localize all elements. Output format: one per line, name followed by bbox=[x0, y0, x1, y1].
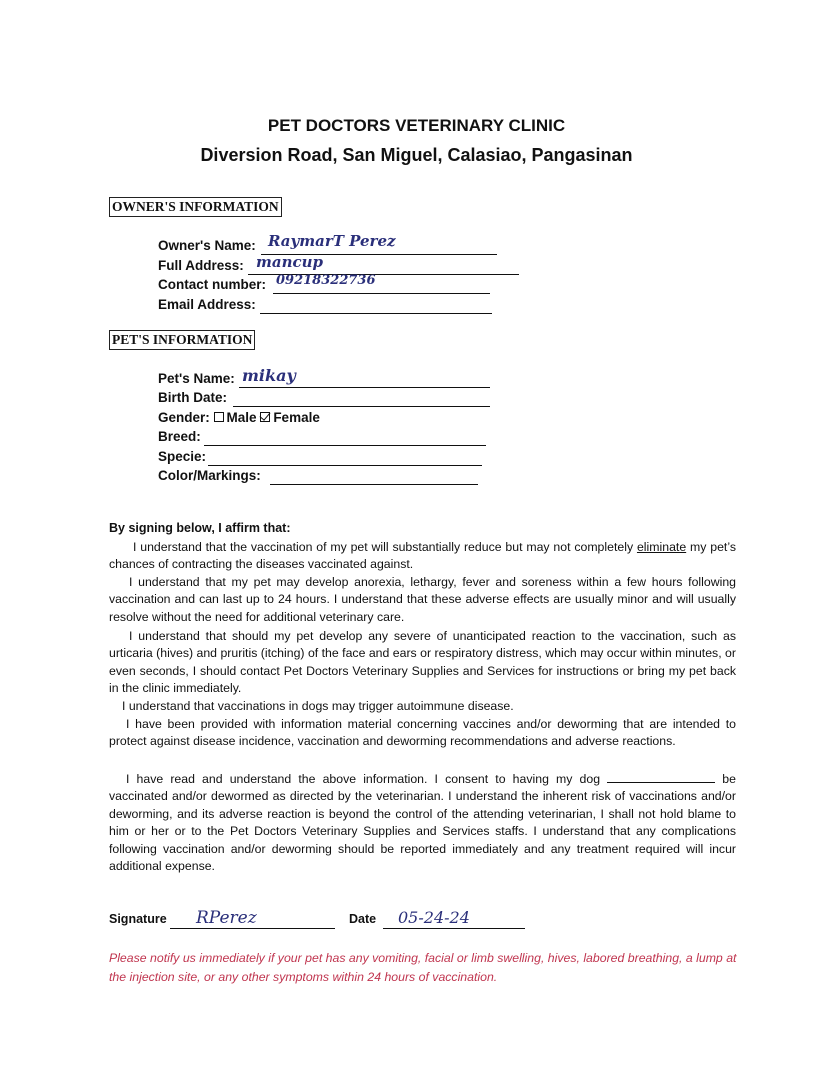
signature-value: RPerez bbox=[196, 908, 257, 928]
pet-name-line bbox=[239, 386, 490, 388]
gender-male-label: Male bbox=[226, 410, 257, 425]
dog-name-blank bbox=[607, 771, 715, 783]
pet-breed-line bbox=[204, 444, 486, 446]
owner-address-value: mancup bbox=[256, 253, 324, 271]
pet-birthdate-line bbox=[233, 405, 490, 407]
clinic-name: PET DOCTORS VETERINARY CLINIC bbox=[267, 116, 566, 135]
gender-female-checkbox[interactable] bbox=[260, 412, 270, 422]
signature-label: Signature bbox=[109, 912, 167, 926]
pet-gender-label: Gender: bbox=[158, 410, 210, 425]
gender-female-label: Female bbox=[273, 410, 320, 425]
owner-contact-value: 09218322736 bbox=[276, 273, 376, 288]
date-label: Date bbox=[349, 912, 377, 926]
owner-section-title: OWNER'S INFORMATION bbox=[109, 197, 282, 217]
p1-lead: I understand that the vaccination of my pet will substantially reduce but may not completely bbox=[133, 540, 637, 554]
owner-name-label: Owner's Name: bbox=[158, 238, 256, 253]
pet-color-line bbox=[270, 483, 478, 485]
affirmation-paragraph-1 bbox=[109, 539, 736, 574]
affirmation-heading: By signing below, I affirm that: bbox=[109, 521, 291, 535]
pet-specie-line bbox=[208, 464, 482, 466]
affirmation-paragraph-4: I understand that vaccinations in dogs may trigger autoimmune disease. bbox=[122, 699, 514, 713]
p6-tail: be vaccinated and/or dewormed as directed by the veterinarian. I understand the inherent risk of vaccinations and/or deworming, and its adverse reaction is beyond the control of the attending veterinarian, I shall not hold blame to him or her or to the Pet Doctors Veterinary Supplies and Services staffs. I understand that any complications following vaccination and/or deworming should be reported immediately and any treatment required will incur additional expense. bbox=[109, 772, 736, 874]
clinic-address: Diversion Road, San Miguel, Calasiao, Pangasinan bbox=[200, 145, 633, 165]
affirmation-paragraph-6 bbox=[109, 771, 736, 875]
pet-color-label: Color/Markings: bbox=[158, 468, 261, 483]
date-value: 05-24-24 bbox=[398, 908, 470, 927]
affirmation-paragraph-5: I have been provided with information material concerning vaccines and/or deworming that are intended to protect against disease incidence, vaccination and deworming recommendations and adverse reactions. bbox=[109, 717, 736, 749]
pet-specie-label: Specie: bbox=[158, 449, 207, 464]
affirmation-paragraph-2: I understand that my pet may develop anorexia, lethargy, fever and soreness within a few hours following vaccination and can last up to 24 hours. I understand that these adverse effects are usually minor and will usually resolve without the need for additional veterinary care. bbox=[109, 575, 736, 624]
date-line bbox=[383, 927, 525, 929]
pet-name-value: mikay bbox=[242, 366, 296, 385]
owner-contact-label: Contact number: bbox=[158, 277, 266, 292]
pet-birthdate-label: Birth Date: bbox=[158, 390, 228, 405]
gender-male-checkbox[interactable] bbox=[214, 412, 224, 422]
pet-breed-label: Breed: bbox=[158, 429, 201, 444]
owner-email-line bbox=[260, 312, 492, 314]
pet-section-title: PET'S INFORMATION bbox=[109, 330, 255, 350]
pet-gender-row bbox=[158, 410, 320, 425]
post-vaccination-notice: Please notify us immediately if your pet has any vomiting, facial or limb swelling, hives, labored breathing, a lump at the injection site, or any other symptoms within 24 hours of vaccination. bbox=[109, 951, 737, 984]
p1-tail: my pet’s chances of contracting the diseases vaccinated against. bbox=[109, 540, 736, 572]
owner-address-label: Full Address: bbox=[158, 258, 244, 273]
affirmation-paragraph-3: I understand that should my pet develop any severe of unanticipated reaction to the vaccination, such as urticaria (hives) and pruritis (itching) of the face and ears or respiratory distress, which may occur within minutes, or even seconds, I should contact Pet Doctors Veterinary Supplies and Services for instructions or bring my pet back in the clinic immediately. bbox=[109, 629, 736, 696]
p6-lead: I have read and understand the above information. I consent to having my dog bbox=[126, 772, 608, 786]
pet-name-label: Pet's Name: bbox=[158, 371, 235, 386]
p1-underlined: eliminate bbox=[636, 540, 687, 554]
owner-email-label: Email Address: bbox=[158, 297, 256, 312]
owner-name-value: RaymarT Perez bbox=[268, 232, 396, 250]
owner-contact-line bbox=[273, 292, 490, 294]
